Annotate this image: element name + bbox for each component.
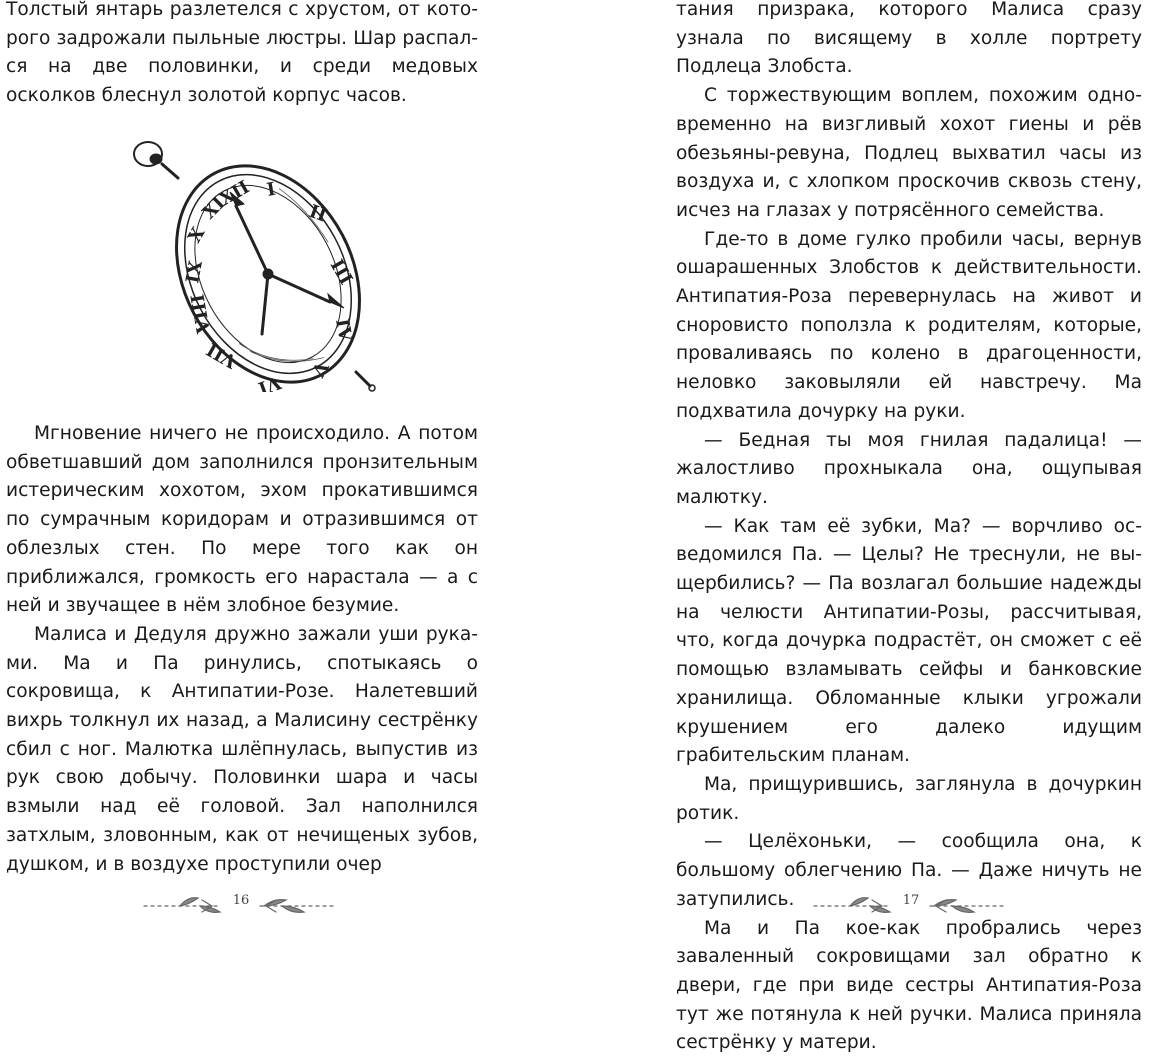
paragraph: тания призрака, которого Малиса сразу узнала по висящему в холле портрету Подлеца Злобста.: [676, 0, 1142, 82]
page-footer-ornament: [810, 884, 1010, 924]
paragraph: Малиса и Дедуля дружно зажали уши руками. Ма и Па ринулись, спотыкаясь о сокровища, к Антипатии-Розе. Налетевший вихрь толкнул их назад, а Малисину сестрёнку сбил с ног. Малютка шлёпнулась, выпустив из рук свою добычу. Половинки шара и часы взмыли над её головой. Зал наполнился затхлым, зловонным, как от нечищеных зубов, душком, и в воздухе проступили очер: [6, 621, 478, 879]
paragraph: — Как там её зубки, Ма? — ворчливо осведомился Па. — Целы? Не треснули, не выщербились? — Па возлагал большие надежды на челюсти Антипатии-Розы, рассчитывая, что, когда дочурка подрастёт, он сможет с её помощью взламывать сейфы и банковские хранилища. Обломанные клыки угрожали крушением его далеко идущим грабительским планам.: [676, 513, 1142, 771]
paragraph: Толстый янтарь разлетелся с хрустом, от которого задрожали пыльные люстры. Шар распался на две половинки, и среди медовых осколков блеснул золотой корпус часов.: [6, 0, 478, 111]
numeral-label: VII: [203, 338, 241, 372]
numeral-label: XII: [216, 177, 253, 211]
numeral-label: I: [265, 179, 277, 201]
numeral-label: XI: [199, 193, 230, 224]
paragraph: — Целёхоньки, — сообщила она, к большому облегчению Па. — Даже ничуть не затупились.: [676, 828, 1142, 914]
numeral-label: IV: [331, 317, 356, 344]
page-number: 16: [226, 893, 256, 908]
numeral-label: II: [306, 201, 329, 226]
numeral-label: IX: [182, 259, 207, 285]
numeral-label: V: [306, 357, 332, 381]
numeral-label: VI: [255, 371, 284, 392]
paragraph: Ма, прищурившись, заглянула в дочуркин ротик.: [676, 771, 1142, 828]
paragraph: Где-то в доме гулко пробили часы, вернув ошaрашенных Злобстов к действительности. Антипатия-Роза перевернулась на живот и сноровисто поползла к родителям, которые, проваливаясь по колено в драгоценности, неловко заковыляли ей навстречу. Ма подхватила дочурку на руки.: [676, 226, 1142, 427]
numeral-label: VIII: [187, 292, 215, 335]
numeral-label: X: [184, 224, 209, 247]
paragraph: С торжествующим воплем, похожим одновременно на визгливый хохот гиены и рёв обезьяны-ревуна, Подлец выхватил часы из воздуха и, с хлопком проскочив сквозь стену, исчез на глазах у потрясённого семейства.: [676, 82, 1142, 226]
paragraph: Мгновение ничего не происходило. А потом обветшавший дом заполнился пронзительным истерическим хохотом, эхом прокатившимся по сумрачным коридорам и отразившимся от облезлых стен. По мере того как он приближался, громкость его нарастала — а с ней и звучащее в нём злобное безумие.: [6, 420, 478, 621]
page-number: 17: [896, 893, 926, 908]
paragraph: Ма и Па кое-как пробрались через заваленный сокровищами зал обратно к двери, где при виде сестры Антипатия-Роза тут же потянула к ней ручки. Малиса приняла сестрёнку у матери.: [676, 915, 1142, 1058]
numeral-label: III: [326, 256, 357, 288]
paragraph: — Бедная ты моя гнилая падалица! — жалостливо прохныкала она, ощупывая малютку.: [676, 427, 1142, 513]
